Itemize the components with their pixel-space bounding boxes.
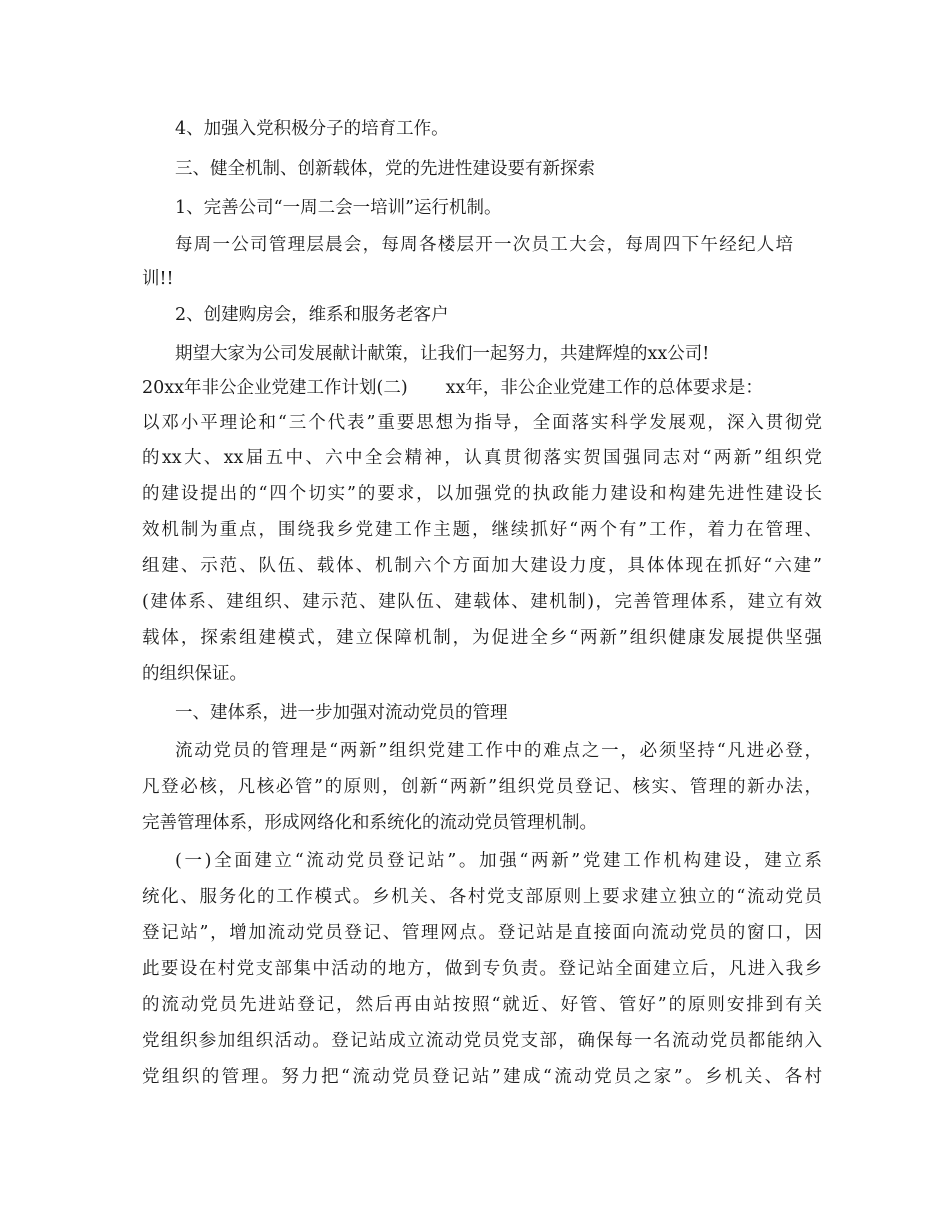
paragraph-line: 完善管理体系，形成网络化和系统化的流动党员管理机制。 (142, 813, 597, 833)
paragraph-line: 效机制为重点，围绕我乡党建工作主题，继续抓好“两个有”工作，着力在管理、 (142, 520, 822, 540)
paragraph-line: 以邓小平理论和“三个代表”重要思想为指导，全面落实科学发展观，深入贯彻党 (142, 413, 822, 433)
paragraph-line: 训!! (142, 269, 174, 289)
paragraph-line: 1、完善公司“一周二会一培训”运行机制。 (175, 198, 502, 218)
paragraph-line: 此要设在村党支部集中活动的地方，做到专负责。登记站全面建立后，凡进入我乡 (142, 959, 822, 979)
paragraph-line: 的组织保证。 (142, 664, 247, 684)
paragraph-line: 凡登必核，凡核必管”的原则，创新“两新”组织党员登记、核实、管理的新办法， (142, 777, 822, 797)
paragraph-line: 载体，探索组建模式，建立保障机制，为促进全乡“两新”组织健康发展提供坚强 (142, 628, 822, 648)
paragraph-line: 期望大家为公司发展献计献策，让我们一起努力，共建辉煌的xx公司! (175, 344, 710, 364)
paragraph-line: 的建设提出的“四个切实”的要求，以加强党的执政能力建设和构建先进性建设长 (142, 484, 822, 504)
paragraph-line: 党组织参加组织活动。登记站成立流动党员党支部，确保每一名流动党员都能纳入 (142, 1031, 822, 1051)
paragraph-line: 党组织的管理。努力把“流动党员登记站”建成“流动党员之家”。乡机关、各村 (142, 1067, 822, 1087)
paragraph-line: 4、加强入党积极分子的培育工作。 (175, 119, 449, 139)
paragraph-line: 每周一公司管理层晨会，每周各楼层开一次员工大会，每周四下午经纪人培 (175, 235, 793, 255)
section-heading: 一、建体系，进一步加强对流动党员的管理 (175, 703, 508, 723)
paragraph-line: 的xx大、xx届五中、六中全会精神，认真贯彻落实贺国强同志对“两新”组织党 (142, 448, 822, 468)
paragraph-line: (建体系、建组织、建示范、建队伍、建载体、建机制)，完善管理体系，建立有效 (142, 592, 822, 612)
paragraph-line: (一)全面建立“流动党员登记站”。加强“两新”党建工作机构建设，建立系 (175, 851, 822, 871)
paragraph-line: 2、创建购房会，维系和服务老客户 (175, 305, 449, 325)
paragraph-line: 的流动党员先进站登记，然后再由站按照“就近、好管、管好”的原则安排到有关 (142, 995, 822, 1015)
paragraph-line: 组建、示范、队伍、载体、机制六个方面加大建设力度，具体体现在抓好“六建” (142, 556, 822, 576)
paragraph-line: 流动党员的管理是“两新”组织党建工作中的难点之一，必须坚持“凡进必登， (175, 741, 822, 761)
paragraph-line: 统化、服务化的工作模式。乡机关、各村党支部原则上要求建立独立的“流动党员 (142, 887, 822, 907)
document-heading (142, 371, 822, 405)
paragraph-line: 登记站”，增加流动党员登记、管理网点。登记站是直接面向流动党员的窗口，因 (142, 923, 822, 943)
section-heading: 三、健全机制、创新载体，党的先进性建设要有新探索 (175, 159, 595, 179)
heading-title: 20xx年非公企业党建工作计划(二) (142, 378, 408, 398)
heading-intro: xx年，非公企业党建工作的总体要求是： (445, 378, 763, 398)
